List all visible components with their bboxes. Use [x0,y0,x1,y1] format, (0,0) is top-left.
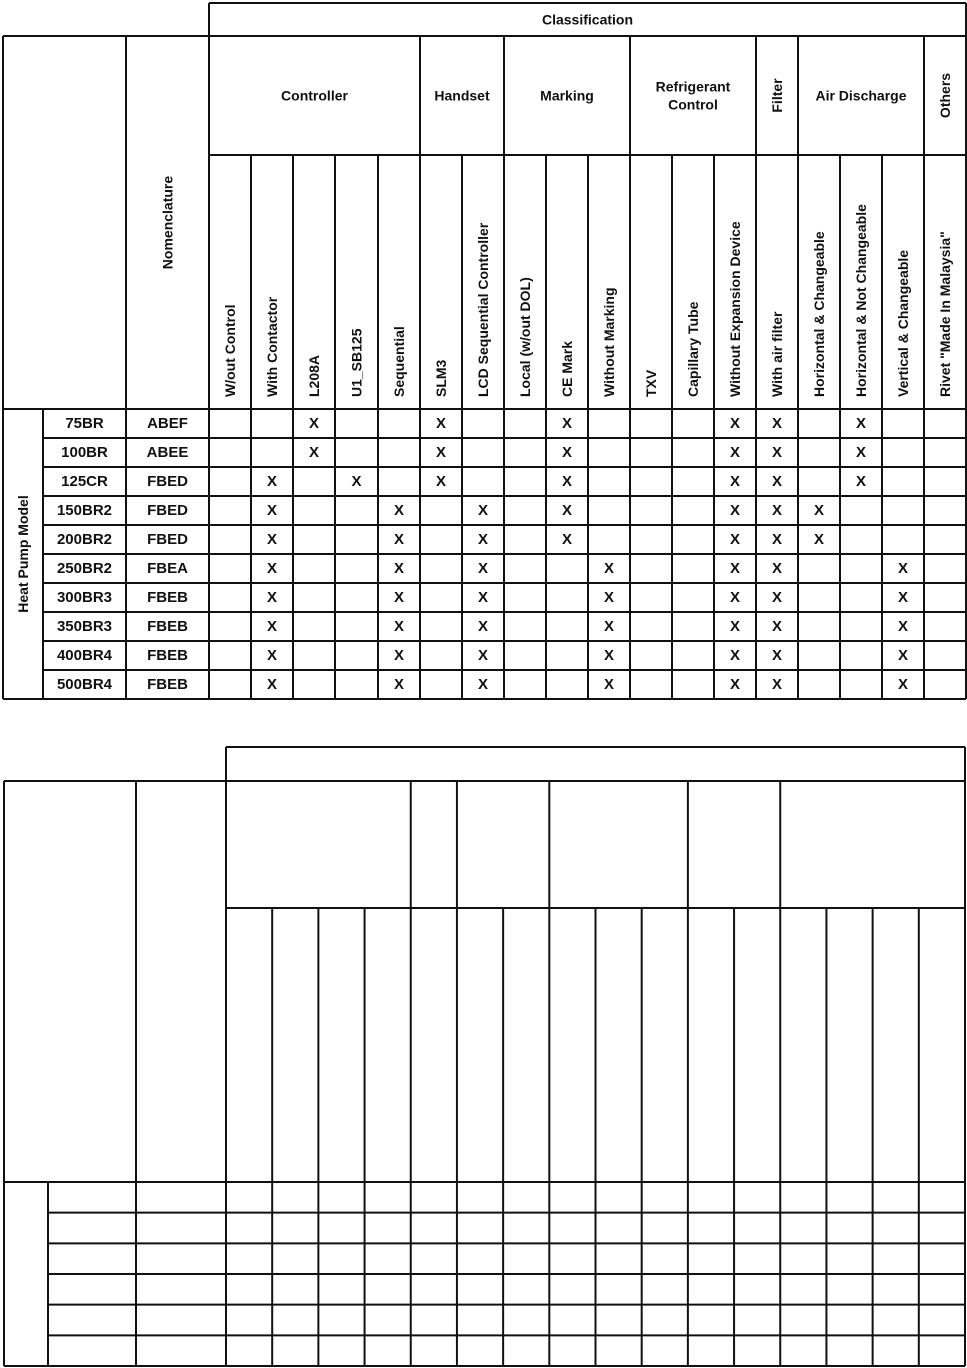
x-mark: X [477,647,489,664]
x-mark: X [771,647,783,664]
x-mark: X [603,676,615,693]
x-mark: X [897,560,909,577]
x-mark: X [813,502,825,519]
x-mark: X [729,444,741,461]
nomenclature-cell: FBEB [147,589,188,606]
x-mark: X [771,589,783,606]
x-mark: X [771,560,783,577]
group-header-marking: Marking [540,87,594,104]
x-mark: X [897,676,909,693]
x-mark: X [477,560,489,577]
x-mark: X [561,531,573,548]
nomenclature-cell: FBEB [147,647,188,664]
column-header-horizontal-changeable: Horizontal & Changeable [811,231,827,397]
classification-table [3,3,966,699]
nomenclature-cell: FBEA [147,560,188,577]
group-header-others: Others [937,72,953,119]
x-mark: X [897,647,909,664]
x-mark: X [603,560,615,577]
x-mark: X [729,531,741,548]
group-header-controller: Controller [281,87,348,104]
model-cell: 250BR2 [56,560,113,577]
x-mark: X [308,415,320,432]
column-header-slm3: SLM3 [433,359,449,397]
nomenclature-cell: ABEE [146,444,189,461]
column-header-sequential: Sequential [391,326,407,397]
x-mark: X [477,618,489,635]
group-header-refrigerant-control: Refrigerant Control [655,78,731,113]
x-mark: X [603,647,615,664]
column-header-ce-mark: CE Mark [559,340,575,397]
x-mark: X [729,415,741,432]
x-mark: X [435,444,447,461]
nomenclature-header: Nomenclature [159,175,176,270]
column-header-lcd-sequential-controller: LCD Sequential Controller [475,222,491,397]
nomenclature-cell: FBEB [147,618,188,635]
x-mark: X [435,473,447,490]
column-header-u1-sb125: U1_SB125 [348,328,365,397]
nomenclature-cell: FBED [147,473,188,490]
model-cell: 300BR3 [56,589,113,606]
model-cell: 150BR2 [56,502,113,519]
column-header-horizontal-not-changeable: Horizontal & Not Changeable [853,204,869,397]
model-cell: 100BR [61,444,108,461]
x-mark: X [393,531,405,548]
x-mark: X [771,415,783,432]
x-mark: X [561,415,573,432]
blank-classification-table [4,747,965,1366]
x-mark: X [266,618,278,635]
row-group-label: Heat Pump Model [15,495,31,613]
group-header-handset: Handset [434,87,490,104]
nomenclature-cell: FBEB [147,676,188,693]
x-mark: X [771,502,783,519]
x-mark: X [771,676,783,693]
x-mark: X [813,531,825,548]
x-mark: X [561,473,573,490]
x-mark: X [266,473,278,490]
x-mark: X [561,502,573,519]
x-mark: X [351,473,362,490]
x-mark: X [266,589,278,606]
column-header-with-contactor: With Contactor [264,296,280,397]
x-mark: X [729,473,741,490]
x-mark: X [771,444,783,461]
x-mark: X [729,647,741,664]
column-header-w-out-control: W/out Control [222,304,238,397]
group-header-filter: Filter [769,78,785,113]
column-header-rivet-made-in-malaysia: Rivet "Made In Malaysia" [937,231,953,397]
x-mark: X [771,531,783,548]
column-header-with-air-filter: With air filter [769,311,785,397]
model-cell: 350BR3 [56,618,113,635]
group-header-air-discharge: Air Discharge [815,87,907,104]
x-mark: X [477,531,489,548]
x-mark: X [393,618,405,635]
x-mark: X [393,589,405,606]
x-mark: X [393,647,405,664]
nomenclature-cell: ABEF [147,415,188,432]
column-header-l208a: L208A [306,354,322,397]
x-mark: X [266,647,278,664]
column-header-txv: TXV [643,369,659,397]
column-header-without-expansion-device: Without Expansion Device [727,221,743,397]
model-cell: 400BR4 [56,647,113,664]
x-mark: X [855,415,867,432]
x-mark: X [729,589,741,606]
model-cell: 75BR [65,415,104,432]
x-mark: X [477,502,489,519]
model-cell: 200BR2 [56,531,113,548]
x-mark: X [603,618,615,635]
x-mark: X [266,560,278,577]
x-mark: X [393,560,405,577]
nomenclature-cell: FBED [147,502,188,519]
column-header-without-marking: Without Marking [601,287,617,397]
x-mark: X [477,589,489,606]
x-mark: X [729,618,741,635]
x-mark: X [897,618,909,635]
column-header-capillary-tube: Capillary Tube [685,301,701,397]
column-header-vertical-changeable: Vertical & Changeable [895,249,911,397]
x-mark: X [771,618,783,635]
x-mark: X [855,444,867,461]
x-mark: X [393,676,405,693]
x-mark: X [477,676,489,693]
x-mark: X [897,589,909,606]
nomenclature-cell: FBED [147,531,188,548]
x-mark: X [855,473,867,490]
classification-header: Classification [541,11,634,28]
x-mark: X [561,444,573,461]
x-mark: X [729,676,741,693]
x-mark: X [308,444,320,461]
x-mark: X [771,473,783,490]
x-mark: X [266,502,278,519]
x-mark: X [266,531,278,548]
model-cell: 500BR4 [56,676,113,693]
x-mark: X [393,502,405,519]
x-mark: X [729,502,741,519]
x-mark: X [729,560,741,577]
model-cell: 125CR [61,473,108,490]
x-mark: X [266,676,278,693]
x-mark: X [435,415,447,432]
x-mark: X [603,589,615,606]
column-header-local-w-out-dol: Local (w/out DOL) [517,277,533,397]
